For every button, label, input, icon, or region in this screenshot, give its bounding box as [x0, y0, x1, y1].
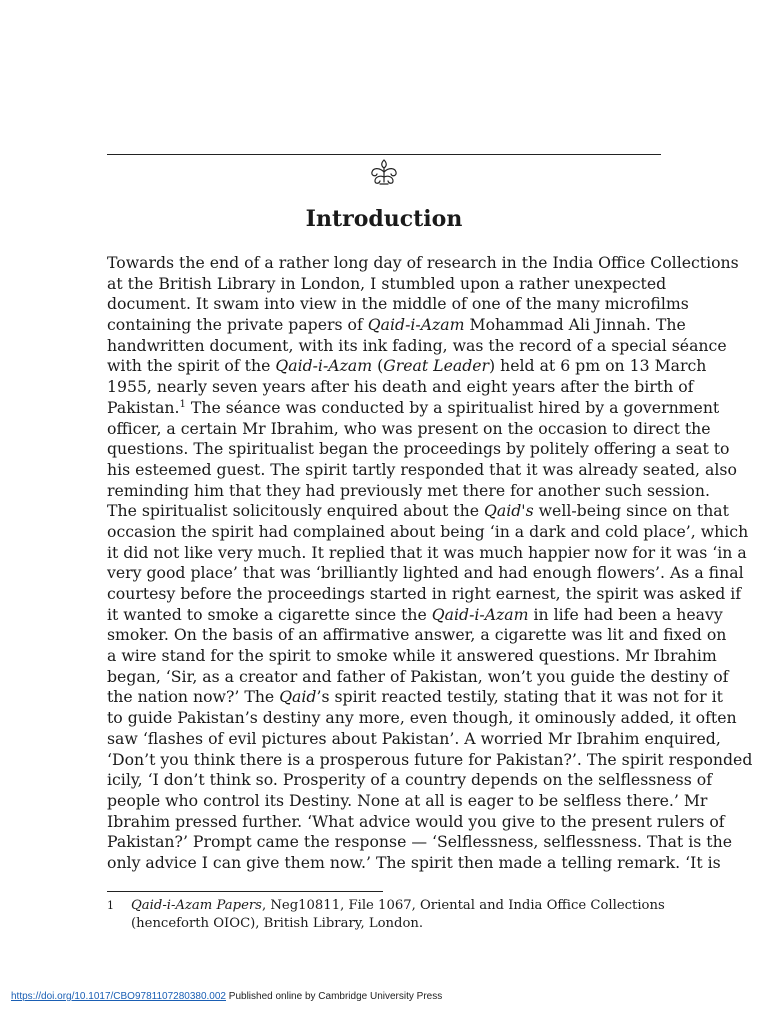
italic-text: Qaid-i-Azam Papers — [131, 898, 262, 913]
text-line — [107, 315, 686, 336]
text-line — [107, 397, 720, 419]
footnote-line — [131, 915, 661, 933]
text-run: in life had been a heavy — [528, 604, 723, 624]
text-run: , Neg10811, File 1067, Oriental and India Office Collections — [261, 898, 665, 913]
text-run: his esteemed guest. The spirit tartly responded that it was already seated, also — [107, 459, 737, 479]
text-run: courtesy before the proceedings started in right earnest, the spirit was asked if — [107, 584, 742, 603]
text-line — [107, 770, 713, 791]
text-line — [107, 542, 747, 564]
chapter-top-rule — [107, 154, 661, 155]
doi-link[interactable]: https://doi.org/10.1017/CBO9781107280380.002 — [11, 991, 226, 1002]
italic-text: Qaid-i-Azam — [367, 315, 465, 335]
footnote-ref[interactable]: 1 — [179, 398, 186, 410]
fleuron-icon — [368, 158, 400, 186]
text-run: ‘Don’t you think there is a prosperous future for Pakistan?’. The spirit responded — [107, 749, 753, 769]
text-line — [107, 708, 737, 729]
text-line — [107, 584, 742, 605]
text-run: ( — [372, 356, 384, 376]
text-line — [107, 790, 708, 812]
text-run: questions. The spiritualist began the proceedings by politely offering a seat to — [107, 439, 730, 459]
italic-text: Qaid-i-Azam — [275, 356, 373, 376]
text-line — [107, 832, 732, 853]
text-run: ) held at 6 pm on 13 March — [489, 356, 707, 376]
text-run: The spiritualist solicitously enquired about the — [107, 501, 484, 521]
text-line — [107, 666, 729, 688]
footnote-rule — [107, 891, 383, 892]
text-run: icily, ‘I don’t think so. Prosperity of a country depends on the selflessness of — [107, 770, 713, 790]
text-run: a wire stand for the spirit to smoke while it answered questions. Mr Ibrahim — [107, 646, 717, 666]
text-run: ’s spirit reacted testily, stating that it was not for it — [316, 687, 723, 707]
footnote — [107, 897, 665, 933]
text-run: Pakistan. — [107, 397, 180, 417]
text-run: officer, a certain Mr Ibrahim, who was present on the occasion to direct the — [107, 418, 711, 438]
text-run: Ibrahim pressed further. ‘What advice would you give to the present rulers of — [107, 811, 725, 831]
text-line — [107, 253, 739, 274]
text-run: smoker. On the basis of an affirmative answer, a cigarette was lit and fixed on — [107, 625, 727, 645]
text-run: document. It swam into view in the middle of one of the many microfilms — [107, 294, 689, 314]
text-line — [107, 852, 721, 874]
text-line — [107, 377, 694, 398]
italic-text: Great Leader — [383, 356, 490, 376]
italic-text: Qaid — [279, 687, 317, 707]
text-run: very good place’ that was ‘brilliantly lighted and had enough flowers’. As a final — [107, 563, 744, 583]
footnote-number: 1 — [107, 899, 114, 912]
publisher-note: Published online by Cambridge University Press — [226, 991, 443, 1002]
text-line — [107, 687, 723, 708]
text-run: The séance was conducted by a spiritualist hired by a government — [185, 397, 720, 417]
text-run: 1955, nearly seven years after his death and eight years after the birth of — [107, 377, 694, 397]
text-line — [107, 521, 749, 543]
body-paragraph — [107, 253, 753, 874]
text-line — [107, 418, 711, 440]
text-run: saw ‘flashes of evil pictures about Pakistan’. A worried Mr Ibrahim enquired, — [107, 728, 721, 748]
text-line — [107, 646, 717, 667]
text-run: it did not like very much. It replied that it was much happier now for it was ‘in a — [107, 542, 747, 562]
text-line — [107, 356, 707, 377]
text-line — [107, 563, 744, 584]
text-line — [107, 811, 725, 833]
footnote-text — [131, 897, 665, 933]
text-run: (henceforth OIOC), British Library, London. — [131, 916, 424, 931]
text-line — [107, 480, 710, 502]
chapter-title: Introduction — [305, 206, 463, 232]
text-line — [107, 439, 730, 460]
text-line — [107, 459, 737, 481]
text-run: to guide Pakistan’s destiny any more, even though, it ominously added, it often — [107, 708, 737, 728]
text-run: well-being since on that — [533, 501, 729, 521]
text-line — [107, 501, 729, 522]
text-line — [107, 273, 667, 295]
text-line — [107, 625, 727, 646]
text-run: Towards the end of a rather long day of research in the India Office Collections — [107, 253, 739, 272]
text-line — [107, 335, 727, 357]
text-line — [107, 749, 753, 771]
text-run: it wanted to smoke a cigarette since the — [107, 604, 432, 624]
text-run: at the British Library in London, I stumbled upon a rather unexpected — [107, 273, 667, 293]
italic-text: Qaid's — [483, 501, 534, 521]
text-run: the nation now?’ The — [107, 687, 280, 707]
text-run: people who control its Destiny. None at all is eager to be selfless there.’ Mr — [107, 790, 708, 810]
footnote-line — [131, 897, 665, 915]
text-line — [107, 728, 721, 750]
text-run: reminding him that they had previously met there for another such session. — [107, 480, 710, 500]
text-run: occasion the spirit had complained about being ‘in a dark and cold place’, which — [107, 521, 749, 541]
doi-line — [11, 991, 442, 1002]
text-run: handwritten document, with its ink fading, was the record of a special séance — [107, 335, 727, 355]
text-line — [107, 294, 689, 315]
text-run: with the spirit of the — [107, 356, 276, 376]
text-run: began, ‘Sir, as a creator and father of Pakistan, won’t you guide the destiny of — [107, 666, 729, 686]
italic-text: Qaid-i-Azam — [431, 604, 529, 624]
text-line — [107, 604, 723, 626]
text-run: Pakistan?’ Prompt came the response — ‘Selflessness, selflessness. That is the — [107, 832, 732, 852]
text-run: Mohammad Ali Jinnah. The — [464, 315, 686, 335]
text-run: containing the private papers of — [107, 315, 368, 335]
text-run: only advice I can give them now.’ The spirit then made a telling remark. ‘It is — [107, 852, 721, 872]
